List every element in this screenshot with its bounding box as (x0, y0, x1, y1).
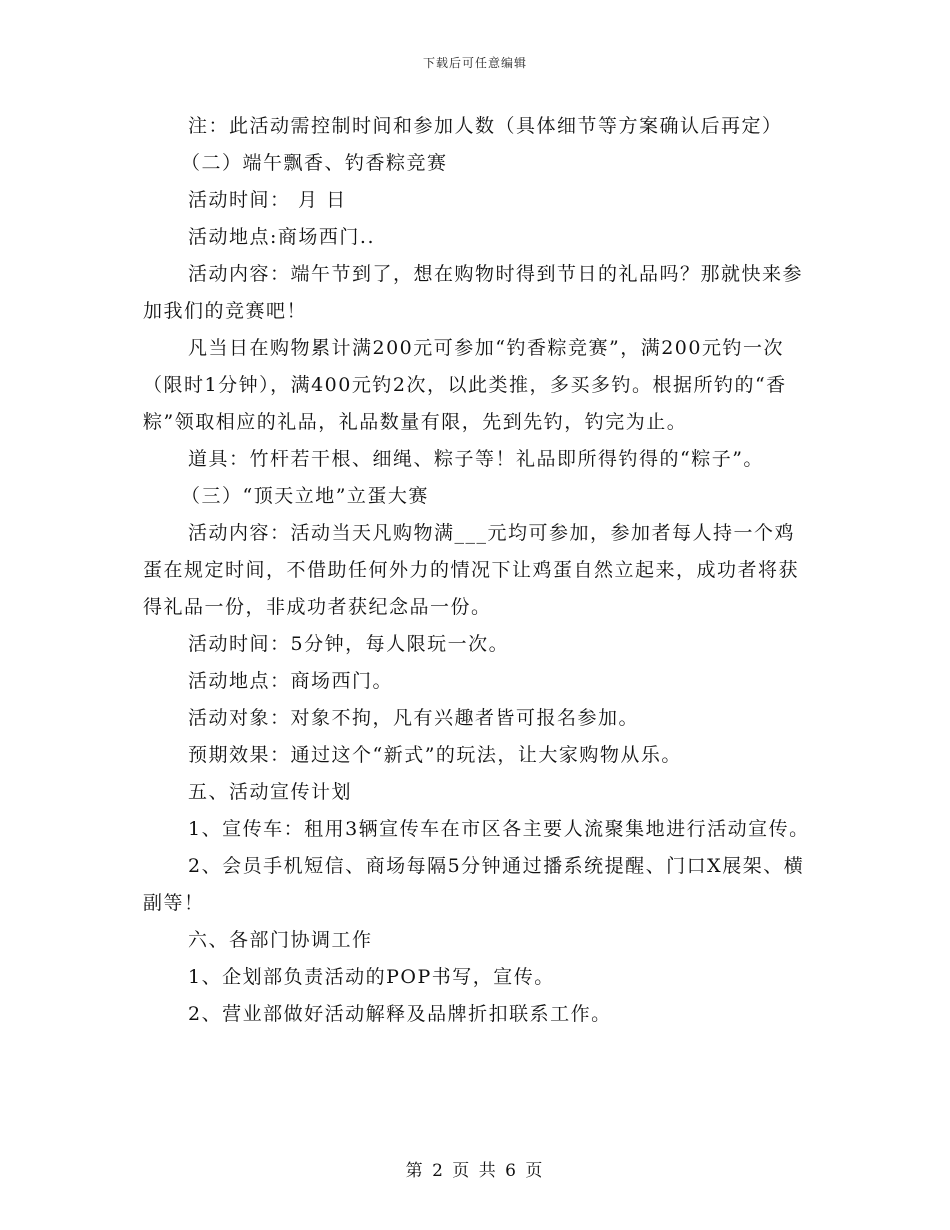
egg-expected-effect: 预期效果：通过这个“新式”的玩法，让大家购物从乐。 (188, 744, 682, 766)
section-heading-promotion-plan: 五、活动宣传计划 (188, 781, 353, 803)
activity-time: 活动时间： 月 日 (188, 189, 347, 211)
props-paragraph: 道具：竹杆若干根、细绳、粽子等！礼品即所得钓得的“粽子”。 (188, 448, 764, 470)
egg-activity-location: 活动地点：商场西门。 (188, 670, 394, 692)
section-heading-egg-standing: （三）“顶天立地”立蛋大赛 (181, 485, 429, 507)
coordination-item-1: 1、企划部负责活动的POP书写，宣传。 (188, 966, 555, 988)
section-heading-department-coordination: 六、各部门协调工作 (188, 929, 373, 951)
section-heading-dragon-boat-fishing: （二）端午飘香、钓香粽竞赛 (181, 152, 448, 174)
document-body (143, 108, 815, 1033)
activity-content: 活动内容：端午节到了，想在购物时得到节日的礼品吗？那就快来参加我们的竞赛吧！ (143, 263, 804, 322)
promotion-item-2: 2、会员手机短信、商场每隔5分钟通过播系统提醒、门口X展架、横副等！ (143, 855, 805, 914)
egg-activity-content: 活动内容：活动当天凡购物满___元均可参加，参加者每人持一个鸡蛋在规定时间，不借助任何外力的情况下让鸡蛋自然立起来，成功者将获得礼品一份，非成功者获纪念品一份。 (143, 522, 800, 618)
page-header: 下载后可任意编辑 (422, 56, 527, 70)
page-footer: 第 2 页 共 6 页 (405, 1161, 545, 1181)
note-paragraph: 注：此活动需控制时间和参加人数（具体细节等方案确认后再定） (188, 115, 783, 137)
coordination-item-2: 2、营业部做好活动解释及品牌折扣联系工作。 (188, 1003, 612, 1025)
promotion-item-1: 1、宣传车：租用3辆宣传车在市区各主要人流聚集地进行活动宣传。 (188, 818, 810, 840)
egg-activity-time: 活动时间：5分钟，每人限玩一次。 (188, 633, 510, 655)
egg-activity-audience: 活动对象：对象不拘，凡有兴趣者皆可报名参加。 (188, 707, 640, 729)
activity-location: 活动地点:商场西门.. (188, 226, 375, 248)
activity-rules-paragraph: 凡当日在购物累计满200元可参加“钓香粽竞赛”，满200元钓一次（限时1分钟），满400元钓2次，以此类推，多买多钓。根据所钓的“香粽”领取相应的礼品，礼品数量有限，先到先钓，钓完为止。 (143, 337, 787, 433)
